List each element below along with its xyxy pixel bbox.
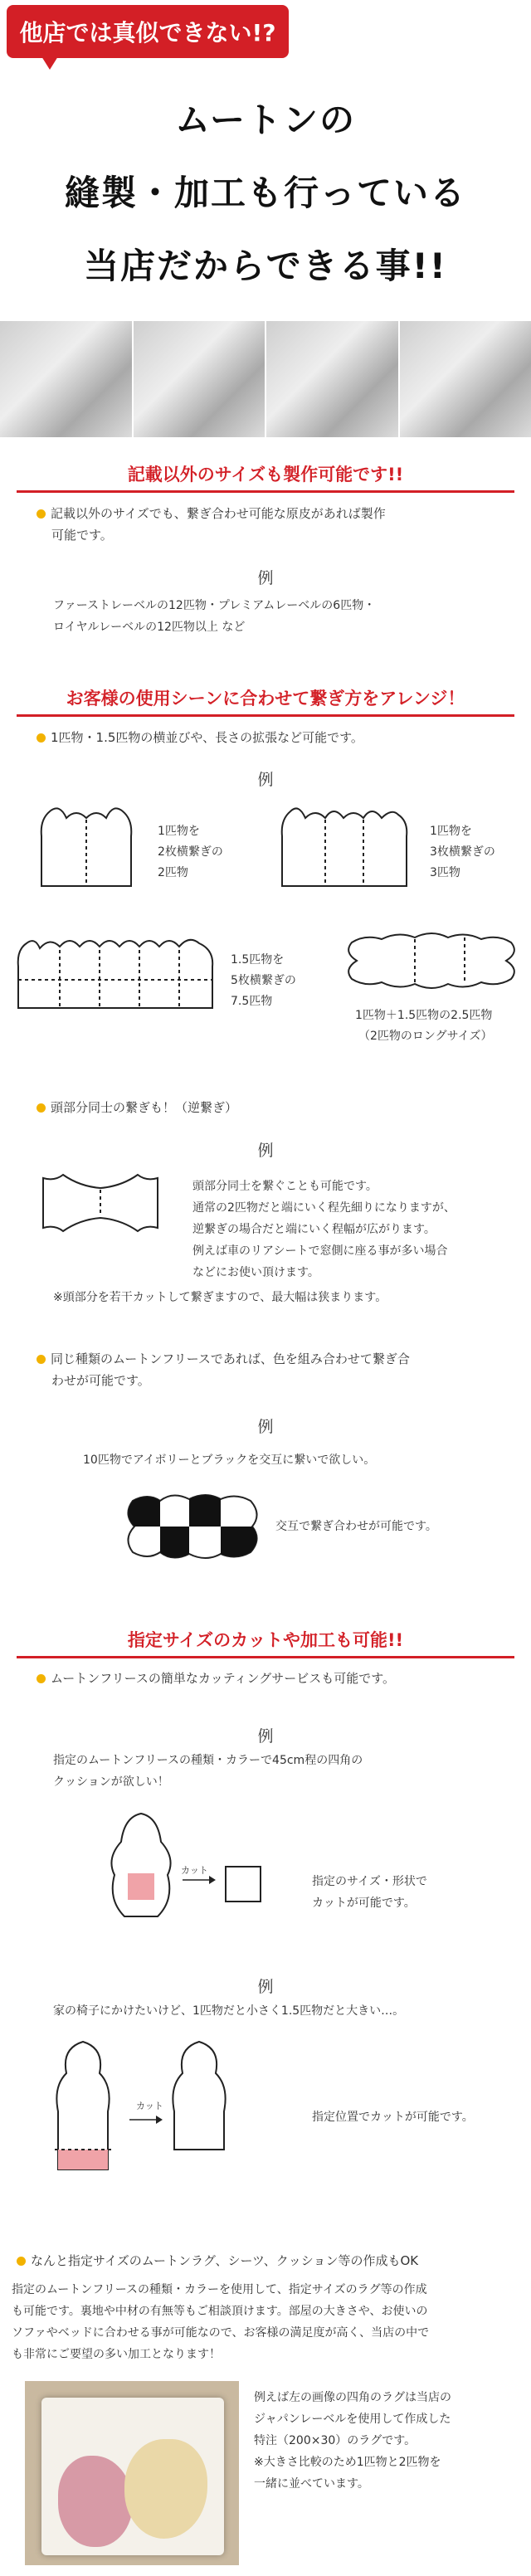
- fig3-line2: 5枚横繋ぎの: [231, 974, 296, 987]
- fleece-shape: [173, 2042, 225, 2150]
- fleece-shape: [111, 1814, 170, 1916]
- pink-cut-area: [58, 2150, 108, 2169]
- bullet-dot-icon: [37, 509, 46, 519]
- workshop-photo: [0, 321, 132, 437]
- workshop-photo: [400, 321, 531, 437]
- section3-example-label: 例: [257, 1727, 274, 1746]
- section2-bullet3-cont: わせが可能です。: [51, 1373, 150, 1388]
- cushion-line1: 指定のムートンフリースの種類・カラーで45cm程の四角の: [53, 1754, 363, 1767]
- section1-bullet: [37, 503, 501, 524]
- color-note: 交互で繋ぎ合わせが可能です。: [275, 1520, 437, 1533]
- section2-bullet3-text: 同じ種類のムートンフリースであれば、色を組み合わせて繋ぎ合: [51, 1351, 410, 1366]
- cushion-line2: クッションが欲しい！: [53, 1775, 169, 1789]
- fleece-7-5pc-diagram: [12, 925, 219, 1016]
- photo-note-1: 例えば左の画像の四角のラグは当店の: [254, 2391, 451, 2404]
- section2-bullet: [37, 727, 501, 748]
- section3-title: [17, 1622, 514, 1658]
- header-tag-text: 他店では真似できない!?: [19, 19, 276, 46]
- para-1: 指定のムートンフリースの種類・カラーを使用して、指定サイズのラグ等の作成: [12, 2283, 427, 2296]
- bullet-dot-icon: [37, 1103, 46, 1113]
- section2-bullet2: [37, 1097, 501, 1118]
- fleece-shape: [282, 808, 407, 886]
- arrow-head-icon: [156, 2116, 163, 2124]
- cushion-note1: 指定のサイズ・形状で: [312, 1875, 427, 1888]
- bullet-dot-icon: [17, 2257, 26, 2266]
- section2-title: [17, 680, 514, 717]
- fleece-2-5pc-diagram: [340, 928, 523, 994]
- fig1-line3: 2匹物: [158, 866, 188, 879]
- fig2-line1: 1匹物を: [430, 825, 472, 838]
- fig1-line2: 2枚横繋ぎの: [158, 845, 223, 859]
- section2-title-text: お客様の使用シーンに合わせて繋ぎ方をアレンジ！: [66, 688, 465, 709]
- cut-label2: カット: [136, 2101, 163, 2111]
- black-panel: [160, 1527, 189, 1558]
- photo-note-4: ※大きさ比較のため1匹物と2匹物を: [254, 2456, 441, 2469]
- section3-bullet-text: ムートンフリースの簡単なカッティングサービスも可能です。: [51, 1671, 396, 1686]
- pink-fleece: [58, 2456, 133, 2547]
- fleece-shape: [18, 940, 212, 1008]
- fig3-line3: 7.5匹物: [231, 995, 273, 1008]
- workshop-photo-strip: [0, 321, 531, 437]
- section3-title-text: 指定サイズのカットや加工も可能!!: [127, 1629, 404, 1650]
- fleece-2pc-diagram: [33, 803, 141, 894]
- head-text-1: 頭部分同士を繋ぐことも可能です。: [192, 1180, 378, 1193]
- black-panel: [189, 1495, 221, 1527]
- para-4: も非常にご要望の多い加工となります！: [12, 2348, 221, 2361]
- section2-bullet3: [37, 1348, 501, 1370]
- section1-title: [17, 456, 514, 493]
- cut-label: カット: [181, 1865, 208, 1876]
- head-text-5: などにお使い頂けます。: [192, 1266, 319, 1279]
- section3-bullet: [37, 1668, 501, 1689]
- section2-example-label2: 例: [257, 1142, 274, 1160]
- section3-example-label2: 例: [257, 1978, 274, 1996]
- section2-example-label3: 例: [257, 1418, 274, 1436]
- head-note: ※頭部分を若干カットして繋ぎますので、最大幅は狭まります。: [53, 1291, 387, 1304]
- workshop-photo: [134, 321, 266, 437]
- fig2-line2: 3枚横繋ぎの: [430, 845, 495, 859]
- section2-bullet2-text: 頭部分同士の繋ぎも！（逆繋ぎ）: [51, 1100, 238, 1115]
- photo-note-5: 一緒に並べています。: [254, 2477, 369, 2491]
- head-text-4: 例えば車のリアシートで窓側に座る事が多い場合: [192, 1244, 448, 1258]
- reverse-join-diagram: [38, 1170, 163, 1236]
- rug-photo: [25, 2381, 239, 2565]
- section2-example-label: 例: [257, 771, 274, 789]
- para-2: も可能です。裏地や中材の有無等もご相談頂けます。部屋の大きさや、お使いの: [12, 2305, 428, 2318]
- chair-note: 指定位置でカットが可能です。: [312, 2111, 474, 2124]
- photo-note-2: ジャパンレーベルを使用して作成した: [254, 2413, 451, 2426]
- section1-bullet-text: 記載以外のサイズでも、繋ぎ合わせ可能な原皮があれば製作: [51, 506, 386, 521]
- color-text: 10匹物でアイボリーとブラックを交互に繋いで欲しい。: [83, 1454, 376, 1467]
- fig1-line1: 1匹物を: [158, 825, 200, 838]
- section3-bullet2-text: なんと指定サイズのムートンラグ、シーツ、クッション等の作成もOK: [31, 2253, 419, 2268]
- headline-line2: 縫製・加工も行っている: [64, 173, 466, 213]
- section1-bullet-cont: 可能です。: [51, 528, 113, 543]
- arrow-head-icon: [209, 1876, 216, 1884]
- section1-example-line1: ファーストレーベルの12匹物・プレミアムレーベルの6匹物・: [53, 599, 376, 612]
- section1-example-line2: ロイヤルレーベルの12匹物以上 など: [53, 621, 246, 634]
- photo-note-3: 特注（200×30）のラグです。: [254, 2434, 417, 2447]
- fig4-line1: 1匹物＋1.5匹物の2.5匹物: [355, 1009, 493, 1022]
- cushion-square: [226, 1867, 261, 1902]
- headline-line3: 当店だからできる事!!: [84, 246, 447, 286]
- fig3-line1: 1.5匹物を: [231, 953, 285, 967]
- para-3: ソファやベッドに合わせる事が可能なので、お客様の満足度が高く、当店の中で: [12, 2326, 430, 2340]
- black-panel: [128, 1497, 160, 1527]
- section1-example-label: 例: [257, 569, 274, 587]
- alternating-colors-diagram: [123, 1489, 264, 1564]
- pink-cut-area: [128, 1873, 154, 1900]
- bullet-dot-icon: [37, 1355, 46, 1364]
- fig4-line2: （2匹物のロングサイズ）: [358, 1030, 493, 1043]
- section2-bullet-text: 1匹物・1.5匹物の横並びや、長さの拡張など可能です。: [51, 730, 363, 745]
- bullet-dot-icon: [37, 733, 46, 743]
- section1-title-text: 記載以外のサイズも製作可能です!!: [127, 464, 404, 485]
- head-text-3: 逆繋ぎの場合だと端にいく程幅が広がります。: [192, 1223, 436, 1236]
- workshop-photo: [266, 321, 398, 437]
- fleece-shape: [348, 933, 514, 988]
- headline-line1: ムートンの: [175, 100, 356, 140]
- section3-bullet2: [17, 2250, 523, 2272]
- cushion-note2: カットが可能です。: [312, 1897, 416, 1910]
- bullet-dot-icon: [37, 1674, 46, 1683]
- header-tag: [7, 5, 289, 58]
- fig2-line3: 3匹物: [430, 866, 460, 879]
- chair-text: 家の椅子にかけたいけど、1匹物だと小さく1.5匹物だと大きい…。: [53, 2004, 405, 2018]
- fleece-3pc-diagram: [274, 803, 415, 894]
- head-text-2: 通常の2匹物だと端にいく程先細りになりますが、: [192, 1201, 455, 1215]
